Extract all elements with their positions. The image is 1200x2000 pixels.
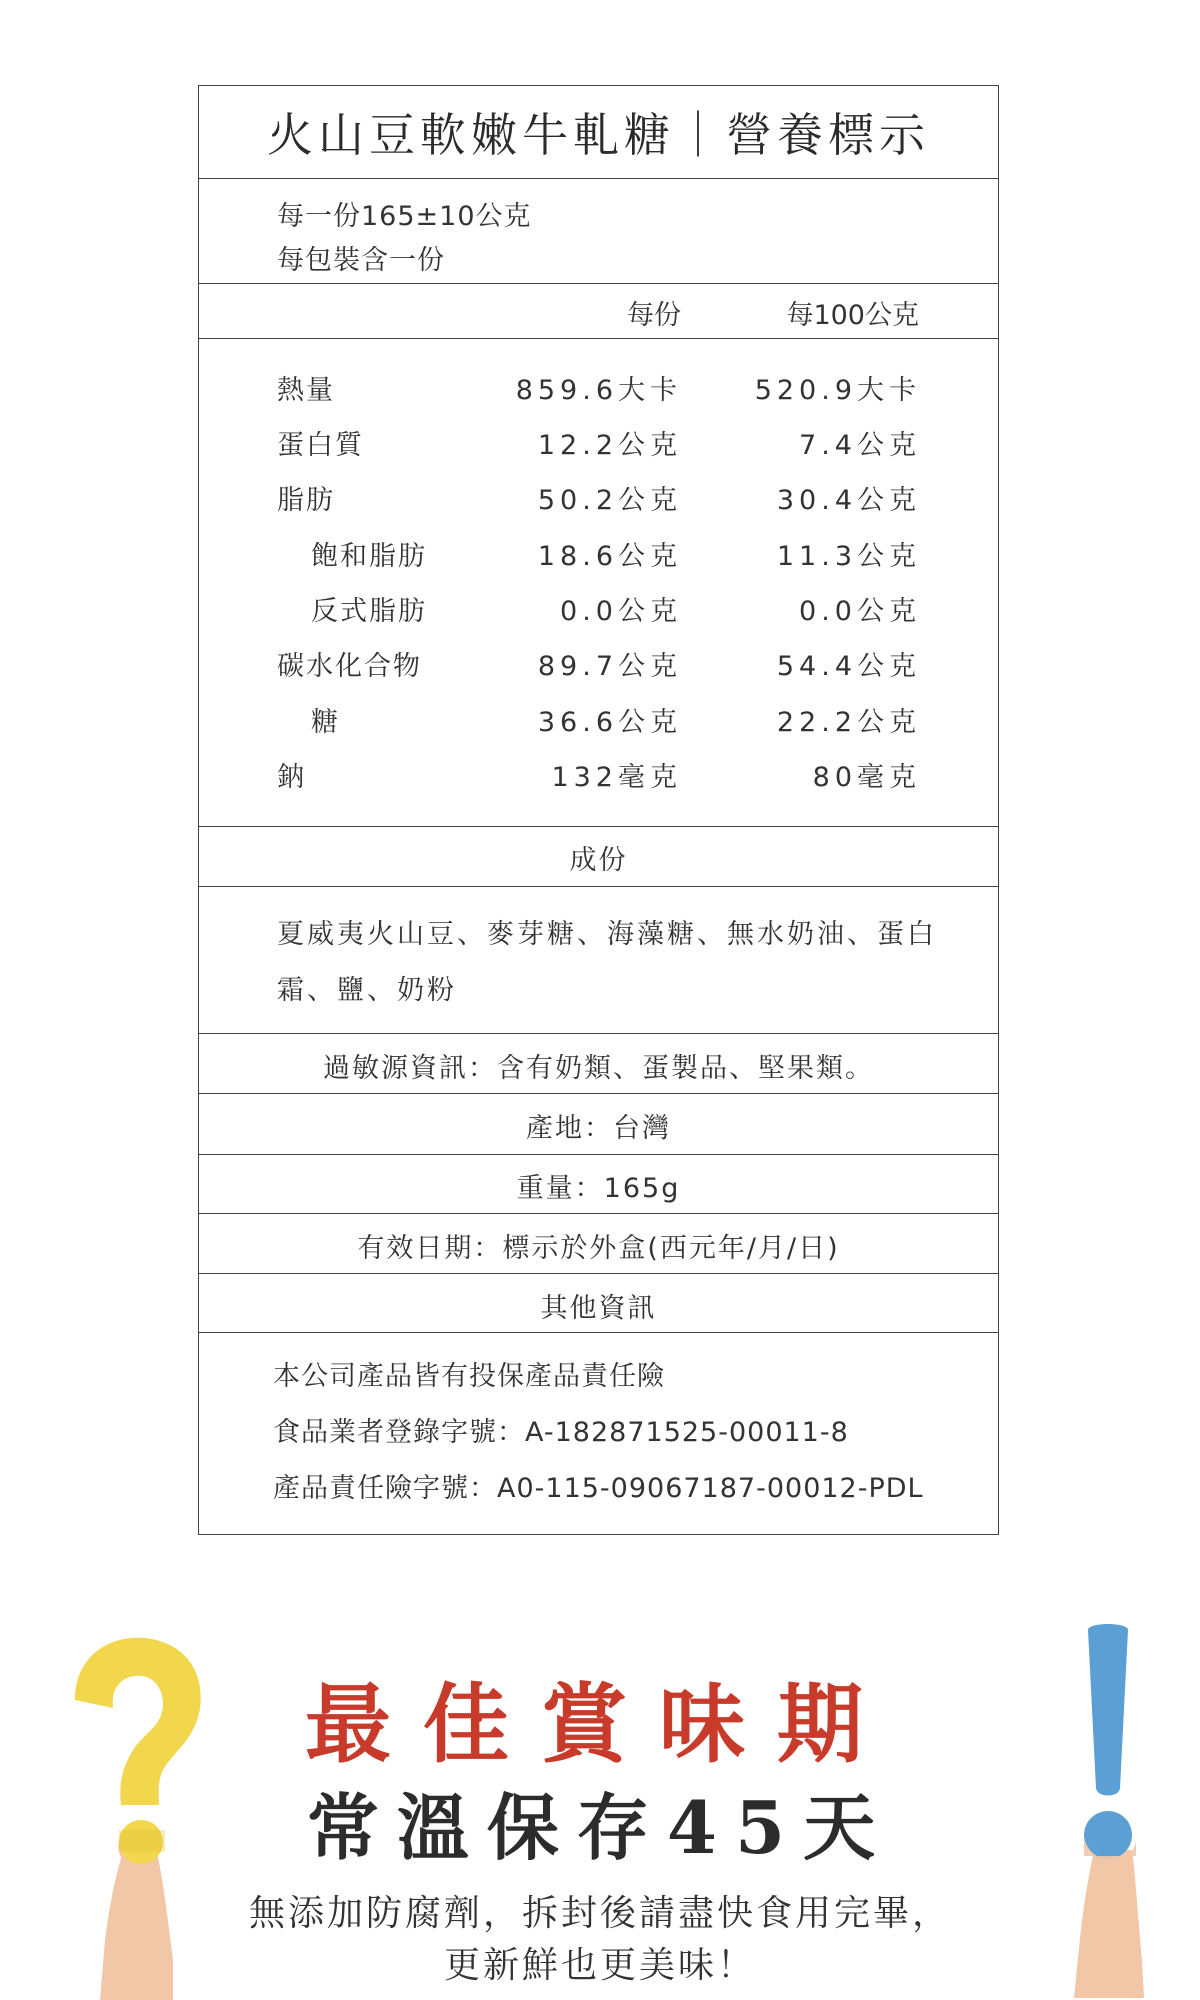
serving-size: 每一份165±10公克 (277, 201, 532, 232)
divider (199, 1154, 998, 1155)
ingredients-line-2: 霜、鹽、奶粉 (277, 975, 457, 1006)
other-info-heading: 其他資訊 (540, 1293, 657, 1324)
per-100g-value: 0.0公克 (799, 596, 921, 627)
per-serving-value: 132毫克 (551, 762, 682, 793)
nutrient-name: 鈉 (277, 762, 306, 793)
ingredients-heading: 成份 (569, 845, 628, 876)
promo-line-1: 無添加防腐劑，拆封後請盡快食用完畢， (248, 1893, 951, 1934)
promo-line-2: 更新鮮也更美味！ (443, 1945, 756, 1986)
divider (199, 1273, 998, 1274)
column-header-per-serving: 每份 (627, 300, 681, 331)
nutrient-name: 熱量 (277, 375, 335, 406)
shelf-life-text: 常溫保存45天 (306, 1785, 894, 1870)
divider (199, 826, 998, 827)
nutrition-title: 火山豆軟嫩牛軋糖｜營養標示 (267, 108, 930, 162)
per-serving-value: 36.6公克 (537, 707, 682, 738)
per-serving-value: 50.2公克 (537, 485, 682, 516)
nutrient-name: 碳水化合物 (277, 651, 422, 682)
column-header-per-100g: 每100公克 (786, 300, 919, 331)
expiry-info: 有效日期：標示於外盒(西元年/月/日) (357, 1233, 840, 1264)
per-serving-value: 12.2公克 (537, 430, 682, 461)
nutrient-row (199, 423, 998, 461)
nutrient-row (199, 478, 998, 516)
divider (199, 338, 998, 339)
per-100g-value: 54.4公克 (776, 651, 921, 682)
nutrient-row (199, 534, 998, 572)
nutrient-row (199, 700, 998, 738)
per-100g-value: 7.4公克 (799, 430, 921, 461)
per-serving-value: 18.6公克 (537, 541, 682, 572)
divider (199, 1093, 998, 1094)
per-serving-value: 859.6大卡 (515, 375, 682, 406)
nutrition-label-panel (198, 85, 999, 1535)
nutrient-row (199, 644, 998, 682)
policy-number: 產品責任險字號：A0-115-09067187-00012-PDL (273, 1473, 924, 1504)
divider (199, 1033, 998, 1034)
per-100g-value: 520.9大卡 (754, 375, 921, 406)
per-100g-value: 80毫克 (812, 762, 921, 793)
servings-per-pack: 每包裝含一份 (277, 245, 445, 276)
divider (199, 283, 998, 284)
nutrient-row (199, 368, 998, 406)
per-serving-value: 89.7公克 (537, 651, 682, 682)
origin-info: 產地：台灣 (526, 1113, 671, 1144)
ingredients-line-1: 夏威夷火山豆、麥芽糖、海藻糖、無水奶油、蛋白 (277, 919, 937, 950)
weight-info: 重量：165g (516, 1173, 681, 1204)
nutrient-row (199, 589, 998, 627)
nutrient-name: 蛋白質 (277, 430, 364, 461)
allergen-info: 過敏源資訊：含有奶類、蛋製品、堅果類。 (323, 1053, 874, 1084)
divider (199, 1332, 998, 1333)
nutrient-name: 飽和脂肪 (311, 541, 427, 572)
divider (199, 1213, 998, 1214)
registration-number: 食品業者登錄字號：A-182871525-00011-8 (273, 1417, 849, 1448)
best-before-title: 最佳賞味期 (305, 1674, 895, 1775)
per-serving-value: 0.0公克 (560, 596, 682, 627)
per-100g-value: 22.2公克 (776, 707, 921, 738)
per-100g-value: 11.3公克 (776, 541, 921, 572)
divider (199, 178, 998, 179)
nutrient-name: 反式脂肪 (311, 596, 427, 627)
nutrient-name: 脂肪 (277, 485, 335, 516)
per-100g-value: 30.4公克 (776, 485, 921, 516)
nutrient-row (199, 755, 998, 793)
insurance-statement: 本公司產品皆有投保產品責任險 (273, 1361, 665, 1392)
nutrient-name: 糖 (311, 707, 340, 738)
divider (199, 886, 998, 887)
